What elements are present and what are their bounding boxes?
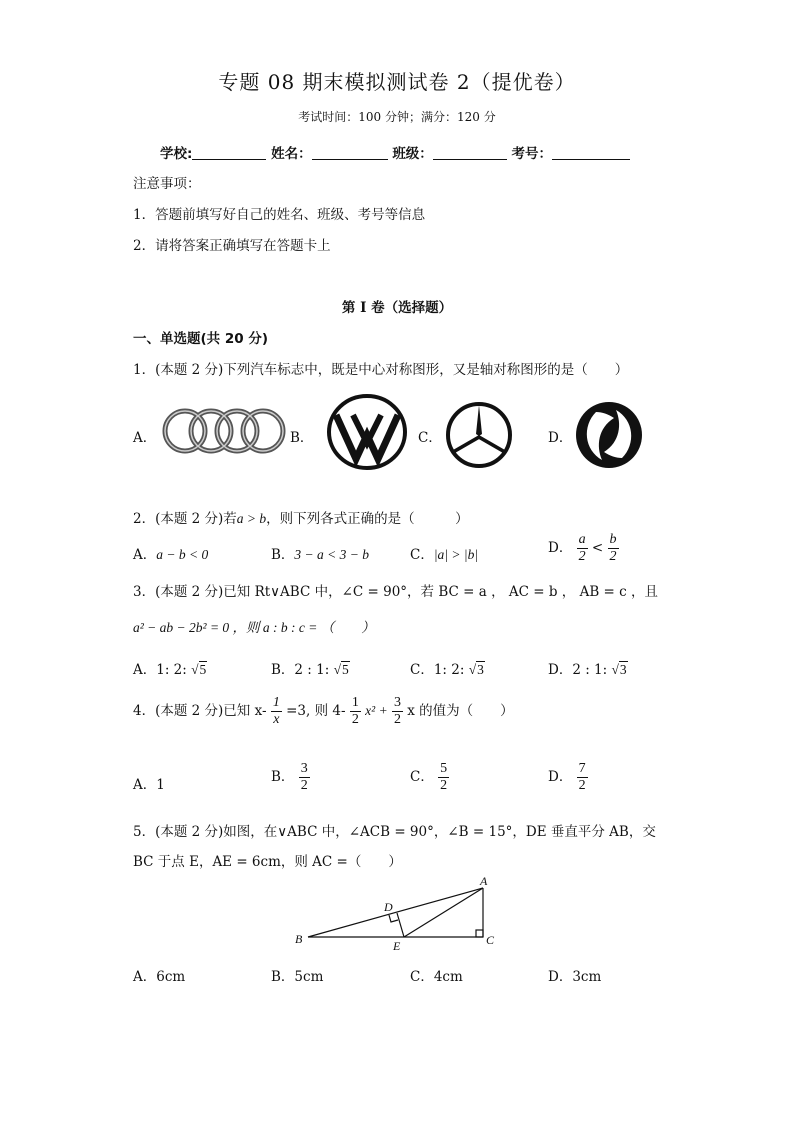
triangle-figure xyxy=(290,872,510,952)
q2-option-b[interactable]: B．3 − a < 3 − b xyxy=(271,547,370,563)
q5-stem-line2: BC 于点 E，AE = 6cm，则 AC =（ ） xyxy=(133,854,402,870)
student-info-row xyxy=(160,142,630,162)
point-label-d: D xyxy=(384,900,393,914)
q5-option-a[interactable]: A．6cm xyxy=(133,969,186,985)
q1-option-c-label[interactable]: C． xyxy=(418,430,442,446)
note-item: 1．答题前填写好自己的姓名、班级、考号等信息 xyxy=(133,207,426,223)
q2-option-a[interactable]: A．a − b < 0 xyxy=(133,547,209,563)
swirl-logo-icon xyxy=(574,400,644,470)
q5-option-c[interactable]: C．4cm xyxy=(410,969,463,985)
point-label-b: B xyxy=(295,932,303,946)
q5-option-d[interactable]: D．3cm xyxy=(548,969,602,985)
field-number-label: 考号： xyxy=(511,146,553,162)
q3-stem-line2: a² − ab − 2b² = 0 ，则 a : b : c = （ ） xyxy=(133,620,375,635)
section-title: 第 I 卷（选择题） xyxy=(341,300,453,316)
point-label-e: E xyxy=(393,939,401,952)
field-school-blank[interactable] xyxy=(192,145,266,160)
q1-stem: 1．(本题 2 分)下列汽车标志中，既是中心对称图形，又是轴对称图形的是（ ） xyxy=(133,362,629,378)
q1-option-b-label[interactable]: B． xyxy=(290,430,314,446)
q5-stem-line1: 5．(本题 2 分)如图，在∨ABC 中，∠ACB = 90°，∠B = 15°，DE 垂直平分 AB，交 xyxy=(133,824,656,840)
q4-option-a[interactable]: A．1 xyxy=(133,777,165,793)
q4-option-c[interactable]: C． $\frac{5}{2}$ xyxy=(410,761,448,793)
field-class-blank[interactable] xyxy=(433,145,507,160)
q1-option-a-label[interactable]: A． xyxy=(133,430,157,446)
q4-option-d[interactable]: D． $\frac{7}{2}$ xyxy=(548,761,586,793)
q2-option-d[interactable]: D． $\frac{a}{2}$ < $\frac{b}{2}$ xyxy=(548,532,617,564)
q2-option-c[interactable]: C．|a| > |b| xyxy=(410,547,479,563)
field-school-label: 学校: xyxy=(160,146,193,162)
vw-logo-icon xyxy=(326,393,408,471)
field-class-label: 班级： xyxy=(392,146,433,162)
field-number-blank[interactable] xyxy=(552,145,630,160)
q3-option-d[interactable]: D．2 : 1: √3 xyxy=(548,662,627,678)
four-rings-logo-icon xyxy=(158,406,288,456)
q2-stem: 2．(本题 2 分)若a > b，则下列各式正确的是（ ） xyxy=(133,511,469,527)
point-label-a: A xyxy=(480,874,488,888)
q3-option-a[interactable]: A．1: 2: √5 xyxy=(133,662,207,678)
part-heading: 一、单选题(共 20 分) xyxy=(133,331,269,347)
exam-subtitle: 考试时间：100 分钟；满分：120 分 xyxy=(298,110,496,124)
three-point-star-logo-icon xyxy=(444,400,514,470)
field-name-label: 姓名： xyxy=(271,146,312,162)
field-name-blank[interactable] xyxy=(312,145,388,160)
q4-option-b[interactable]: B． $\frac{3}{2}$ xyxy=(271,761,308,793)
q1-option-d-label[interactable]: D． xyxy=(548,430,573,446)
q3-stem-line1: 3．(本题 2 分)已知 Rt∨ABC 中，∠C = 90°，若 BC = a ， AC = b ， AB = c ，且 xyxy=(133,584,658,600)
q3-option-b[interactable]: B．2 : 1: √5 xyxy=(271,662,349,678)
q5-option-b[interactable]: B．5cm xyxy=(271,969,324,985)
q4-stem: 4．(本题 2 分)已知 x- $\frac{1}{x}$ =3, 则 4- $\frac{1}{2}$ x² + $\frac{3}{2}$ x 的值为（ ） xyxy=(133,695,514,727)
note-item: 2．请将答案正确填写在答题卡上 xyxy=(133,238,331,254)
page-title: 专题 08 期末模拟测试卷 2（提优卷） xyxy=(218,70,576,94)
notes-heading: 注意事项： xyxy=(133,176,201,192)
q2-condition: a > b xyxy=(236,511,267,526)
point-label-c: C xyxy=(486,933,495,947)
q3-option-c[interactable]: C．1: 2: √3 xyxy=(410,662,484,678)
